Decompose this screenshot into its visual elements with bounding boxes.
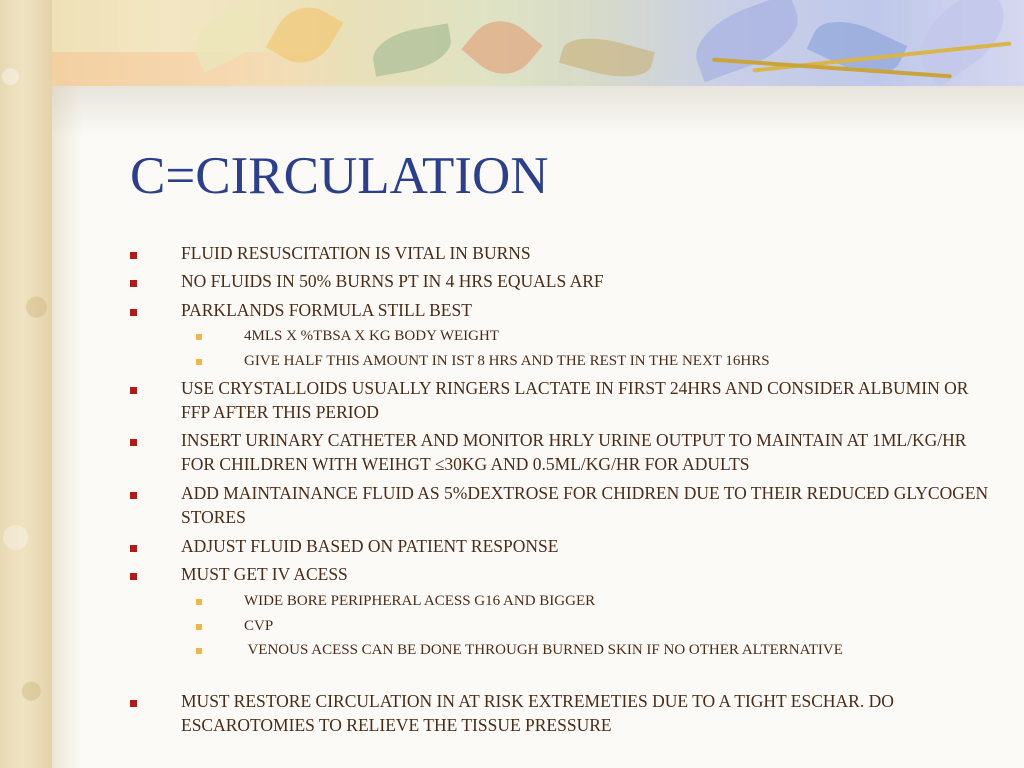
bullet-marker [130, 700, 137, 707]
slide-title: C=CIRCULATION [130, 147, 549, 205]
bullet-item: FLUID RESUSCITATION IS VITAL IN BURNS [181, 243, 531, 263]
bullet-marker [130, 439, 137, 446]
bullet-marker [130, 309, 137, 316]
bullet-item: USE CRYSTALLOIDS USUALLY RINGERS LACTATE IN FIRST 24HRS AND CONSIDER ALBUMIN OR FFP AFTER THIS PERIOD [181, 378, 969, 422]
bullet-marker [130, 387, 137, 394]
sub-bullet-marker [196, 599, 202, 605]
bullet-marker [130, 492, 137, 499]
bullet-item: INSERT URINARY CATHETER AND MONITOR HRLY URINE OUTPUT TO MAINTAIN AT 1ML/KG/HR FOR CHILDREN WITH WEIHGT ≤30KG AND 0.5ML/KG/HR FOR ADULTS [181, 430, 967, 474]
sub-bullet-item: GIVE HALF THIS AMOUNT IN IST 8 HRS AND THE REST IN THE NEXT 16HRS [244, 353, 770, 369]
bullet-marker [130, 280, 137, 287]
bullet-marker [130, 252, 137, 259]
sub-bullet-item: CVP [244, 618, 274, 634]
sub-bullet-marker [196, 359, 202, 365]
bullet-item: MUST RESTORE CIRCULATION IN AT RISK EXTREMETIES DUE TO A TIGHT ESCHAR. DO ESCAROTOMIES TO RELIEVE THE TISSUE PRESSURE [181, 691, 894, 735]
sub-bullet-marker [196, 624, 202, 630]
bullet-item: NO FLUIDS IN 50% BURNS PT IN 4 HRS EQUALS ARF [181, 271, 604, 291]
bullet-marker [130, 545, 137, 552]
sub-bullet-item: WIDE BORE PERIPHERAL ACESS G16 AND BIGGER [244, 593, 596, 609]
bullet-item: MUST GET IV ACESS [181, 564, 348, 584]
sub-bullet-marker [196, 334, 202, 340]
sub-bullet-marker [196, 648, 202, 654]
bullet-item: ADJUST FLUID BASED ON PATIENT RESPONSE [181, 536, 559, 556]
sub-bullet-item: VENOUS ACESS CAN BE DONE THROUGH BURNED SKIN IF NO OTHER ALTERNATIVE [244, 642, 843, 658]
bullet-item: ADD MAINTAINANCE FLUID AS 5%DEXTROSE FOR CHIDREN DUE TO THEIR REDUCED GLYCOGEN STORES [181, 483, 989, 527]
bullet-marker [130, 573, 137, 580]
bullet-item: PARKLANDS FORMULA STILL BEST [181, 300, 472, 320]
sub-bullet-item: 4MLS X %TBSA X KG BODY WEIGHT [244, 328, 499, 344]
